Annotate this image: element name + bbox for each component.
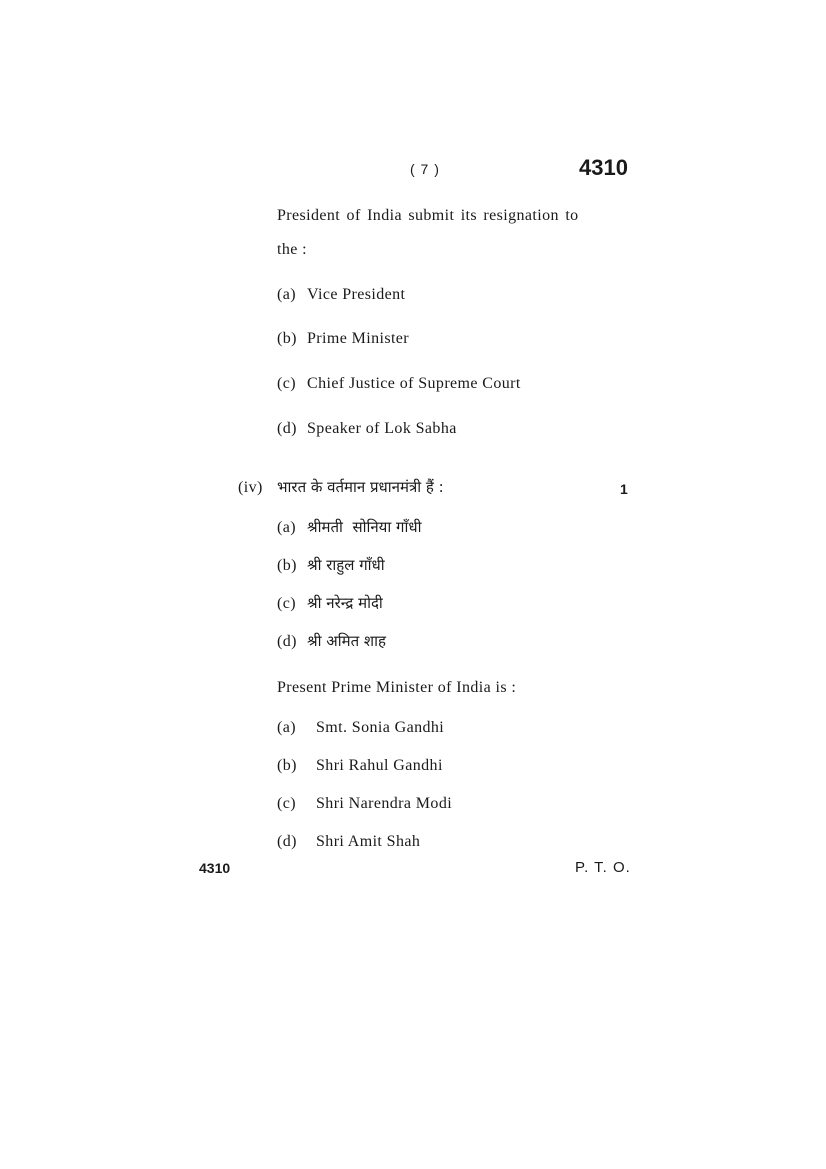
paper-code-header: 4310 bbox=[579, 155, 628, 180]
option-a-hindi bbox=[277, 517, 421, 537]
page-number: ( 7 ) bbox=[410, 161, 440, 177]
option-d-english bbox=[277, 833, 420, 851]
option-label: (c) bbox=[277, 795, 296, 812]
option-label: (a) bbox=[277, 519, 296, 536]
paper-code-footer: 4310 bbox=[199, 860, 231, 876]
option-a-english bbox=[277, 719, 444, 737]
option-text: Shri Narendra Modi bbox=[316, 795, 453, 812]
option-text: Smt. Sonia Gandhi bbox=[316, 719, 445, 736]
question-stem-line-2: the : bbox=[277, 241, 307, 258]
option-c-english bbox=[277, 795, 452, 813]
option-b-hindi bbox=[277, 555, 385, 575]
option-text: Vice President bbox=[307, 286, 406, 303]
option-d-hindi bbox=[277, 631, 386, 651]
option-text: श्रीमती सोनिया गाँधी bbox=[307, 518, 422, 536]
option-label: (b) bbox=[277, 757, 297, 774]
option-text: Shri Rahul Gandhi bbox=[316, 757, 443, 774]
option-label: (b) bbox=[277, 330, 297, 347]
question-number: (iv) bbox=[238, 479, 263, 496]
option-text: श्री अमित शाह bbox=[307, 632, 386, 650]
option-label: (a) bbox=[277, 286, 296, 303]
question-stem-english: Present Prime Minister of India is : bbox=[277, 679, 517, 696]
question-stem-line-1: President of India submit its resignation to bbox=[277, 207, 579, 224]
option-text: Prime Minister bbox=[307, 330, 410, 347]
option-text: श्री नरेन्द्र मोदी bbox=[307, 594, 383, 612]
option-c-hindi bbox=[277, 593, 383, 613]
option-text: Shri Amit Shah bbox=[316, 833, 421, 850]
option-text: श्री राहुल गाँधी bbox=[307, 556, 385, 574]
option-label: (a) bbox=[277, 719, 296, 736]
option-b-english bbox=[277, 757, 443, 775]
option-text: Chief Justice of Supreme Court bbox=[307, 375, 521, 392]
option-label: (c) bbox=[277, 595, 296, 612]
option-a bbox=[277, 286, 405, 304]
option-d bbox=[277, 420, 457, 438]
option-label: (c) bbox=[277, 375, 296, 392]
option-label: (d) bbox=[277, 833, 297, 850]
option-label: (b) bbox=[277, 557, 297, 574]
option-b bbox=[277, 330, 409, 348]
question-marks: 1 bbox=[620, 481, 628, 497]
option-label: (d) bbox=[277, 633, 297, 650]
question-stem-hindi: भारत के वर्तमान प्रधानमंत्री हैं : bbox=[277, 478, 444, 496]
option-c bbox=[277, 375, 521, 393]
option-text: Speaker of Lok Sabha bbox=[307, 420, 457, 437]
pto-label: P. T. O. bbox=[575, 859, 631, 876]
option-label: (d) bbox=[277, 420, 297, 437]
